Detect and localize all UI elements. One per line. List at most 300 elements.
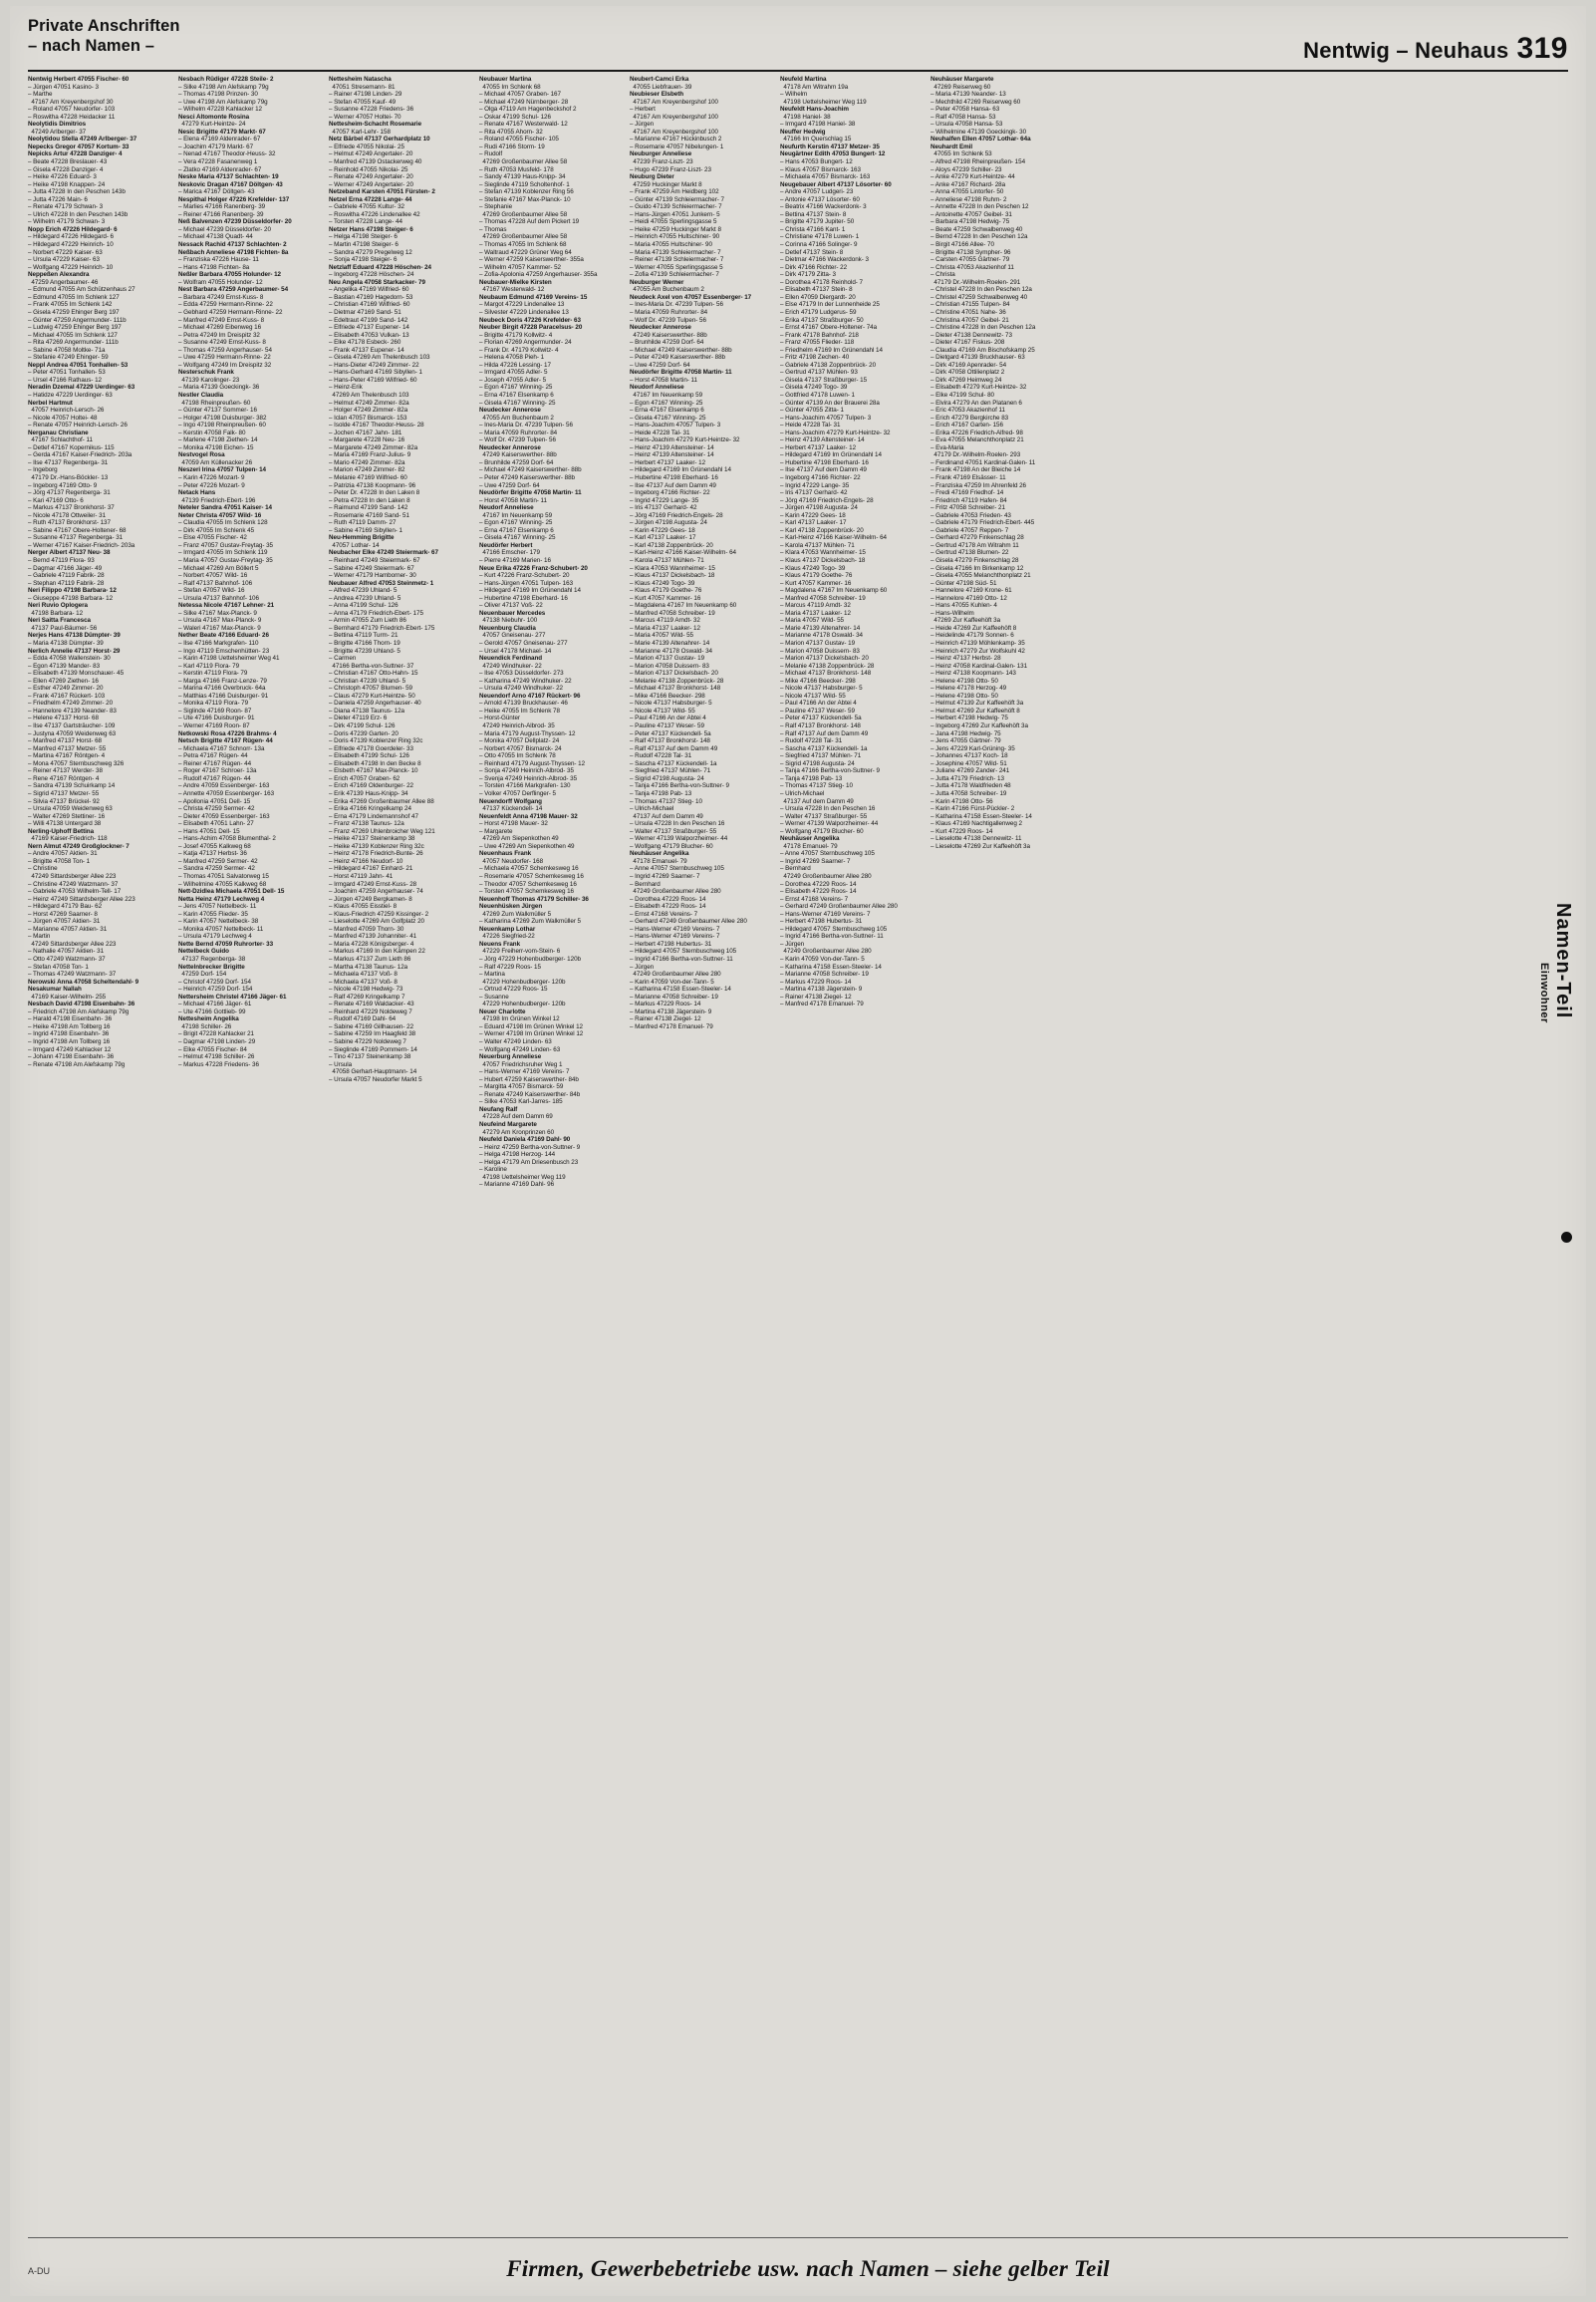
directory-entry: – Dirk 47169 Apenrader- 54 (931, 361, 1007, 369)
directory-entry: – Rainer 47138 Ziegel- 12 (780, 993, 852, 1001)
page-number: 319 (1516, 32, 1568, 65)
directory-entry: – Michael 47269 Am Böllert 5 (178, 564, 259, 572)
directory-entry: – Thomas 47055 Im Schlenk 68 (479, 241, 567, 249)
directory-entry: – Bernhard (630, 880, 661, 888)
directory-entry: – Sandra 47279 Pregelweg 12 (329, 248, 412, 256)
directory-surname-heading: Neske Maria 47137 Schlachten- 19 (178, 173, 279, 181)
directory-surname-heading: Neuenburg Claudia (479, 624, 536, 632)
directory-entry: – Jana 47198 Hedwig- 75 (931, 729, 1001, 737)
directory-entry: – Jürgen 47198 Augusta- 24 (780, 504, 858, 512)
directory-entry: – Herbert 47137 Laaker- 12 (780, 443, 857, 451)
directory-surname-heading: Netsch Brigitte 47167 Rügen- 44 (178, 737, 273, 745)
directory-entry: – Ulrich-Michael (630, 805, 674, 813)
columns-container (28, 76, 1532, 2218)
directory-entry: – Tanja 47166 Bertha-von-Suttner- 9 (630, 782, 729, 790)
directory-surname-heading: Neugebauer Albert 47137 Lösorter- 60 (780, 180, 892, 188)
directory-entry: – Hans-Achim 47058 Blumenthal- 2 (178, 835, 276, 843)
directory-entry: 47249 Sittardsberger Allee 223 (28, 940, 117, 948)
directory-entry: – Michael 47166 Jäger- 61 (178, 1001, 252, 1008)
directory-entry: – Sieglinde 47119 Scholtenhof- 1 (479, 180, 570, 188)
directory-entry: – Dirk 47269 Heimweg 24 (931, 376, 1002, 384)
directory-entry: – Pauline 47137 Weser- 59 (780, 707, 855, 715)
page-header (28, 16, 1568, 68)
directory-entry: 47249 Sittardsberger Allee 223 (28, 872, 117, 880)
directory-entry: – Gisela 47269 Am Thelenbusch 103 (329, 354, 430, 362)
directory-entry: 47178 Emanuel- 79 (630, 857, 687, 865)
directory-entry: – Elisabeth 47229 Roos- 14 (630, 903, 706, 911)
directory-entry: – Mike 47166 Beecker- 298 (780, 677, 856, 685)
directory-entry: – Ellen 47269 Ziethen- 16 (28, 677, 99, 685)
directory-entry: – Sigrid 47198 Augusta- 24 (780, 759, 855, 767)
directory-entry: – Hildegard 47169 Im Grünendahl 14 (780, 451, 882, 459)
directory-entry: – Wilhelmine 47139 Goeckingk- 30 (931, 128, 1027, 136)
directory-entry: 47169 Kaiser-Wilhelm- 255 (28, 993, 107, 1001)
directory-entry: – Jutta 47058 Schreiber- 19 (931, 789, 1007, 797)
directory-entry: – Holger 47249 Zimmer- 82a (329, 407, 408, 415)
directory-entry: – Ralf 47137 Bronkhorst- 148 (780, 722, 861, 730)
directory-entry: – Ilse 47053 Düsseldorfer- 273 (479, 670, 564, 678)
directory-entry: – Thomas 47198 Prinzen- 30 (178, 91, 258, 99)
directory-surname-heading: Neuenbauer Mercedes (479, 609, 546, 617)
column-1 (28, 76, 178, 2218)
directory-entry: – Martin (28, 933, 51, 941)
directory-entry: – Ralf 47058 Hansa- 53 (931, 113, 996, 121)
directory-entry: – Elfriede 47055 Nikolai- 25 (329, 143, 404, 150)
directory-entry: – Hubertine 47198 Eberhard- 16 (479, 594, 568, 602)
directory-entry: – Michael 47057 Graben- 167 (479, 91, 561, 99)
directory-entry: – Hugo 47239 Franz-Liszt- 23 (630, 165, 711, 173)
directory-entry: 47137 Auf dem Damm 49 (630, 812, 703, 820)
directory-entry: – Klaus 47179 Goethe- 76 (630, 587, 702, 595)
directory-surname-heading: Nest Barbara 47259 Angerbaumer- 54 (178, 286, 289, 294)
directory-entry: – Manfred 47139 Ostackerweg 40 (329, 158, 422, 166)
directory-surname-heading: Neuenhoff Thomas 47179 Schiller- 36 (479, 895, 589, 903)
directory-entry: – Josef 47055 Kalkweg 68 (178, 842, 251, 850)
directory-entry: 47137 Regenberga- 38 (178, 955, 246, 963)
directory-entry: – Ines-Maria Dr. 47239 Tulpen- 56 (479, 422, 573, 430)
directory-entry: – Irmgard 47249 Kahlacker 12 (28, 1045, 112, 1053)
directory-entry: – Dirk 47058 Ottilienplatz 2 (931, 369, 1005, 377)
directory-entry: – Michael 47138 Quadt- 44 (178, 233, 253, 241)
directory-entry: – Renate 47198 Am Alefskamp 79g (28, 1060, 126, 1068)
directory-entry: – Markus 47229 Roos- 14 (630, 1001, 701, 1008)
directory-surname-heading: Netzlaff Eduard 47228 Höschen- 24 (329, 263, 431, 271)
directory-surname-heading: Neri Ruvio Oplogera (28, 602, 88, 610)
directory-entry: – Kurt 47229 Roos- 14 (931, 827, 993, 835)
directory-entry: – Anneliese 47198 Ruhm- 2 (931, 195, 1007, 203)
directory-surname-heading: Neuenhaus Frank (479, 850, 532, 858)
directory-entry: 47198 Im Grünen Winkel 12 (479, 1015, 560, 1023)
directory-surname-heading: Neudorf Anneliese (479, 504, 534, 512)
directory-entry: 47198 Uettelsheimer Weg 119 (780, 98, 867, 106)
directory-entry: 47198 Barbara- 12 (28, 609, 84, 617)
directory-entry: – Heide 47228 Tal- 31 (630, 429, 690, 436)
directory-entry: – Sabine 47058 Moltke- 71a (28, 346, 106, 354)
directory-entry: – Nicole 47137 Wild- 55 (780, 692, 846, 700)
directory-entry: – Silvester 47229 Lindenallee 13 (479, 308, 569, 316)
directory-entry: – Vera 47228 Fasanenweg 1 (178, 158, 258, 166)
directory-entry: – Kari 47169 Otto- 6 (28, 496, 84, 504)
directory-entry: – Brigitte 47166 Thorn- 19 (329, 640, 400, 648)
directory-entry: 47249 Windhuker- 22 (479, 662, 542, 670)
directory-surname-heading: Nepecks Gregor 47057 Kortum- 33 (28, 143, 130, 150)
directory-entry: – Anna 47055 Lintorfer- 50 (931, 188, 1004, 196)
directory-entry: – Günter 47259 Angermunder- 111b (28, 316, 127, 324)
directory-entry: – Nicole 47057 Holtei- 48 (28, 414, 98, 422)
directory-entry: – Jürgen 47057 Aktien- 31 (28, 918, 101, 926)
directory-entry: – Stefanie 47167 Max-Planck- 10 (479, 195, 571, 203)
directory-surname-heading: Nesbach David 47198 Eisenbahn- 36 (28, 1001, 135, 1008)
directory-entry: – Bernd 47228 In den Peschen 12a (931, 233, 1028, 241)
directory-entry: – Wilhelmine 47055 Kalkweg 68 (178, 880, 267, 888)
directory-entry: – Hubert 47259 Kaiserswerther- 84b (479, 1075, 579, 1083)
directory-entry: – Doris 47239 Garten- 20 (329, 729, 399, 737)
directory-entry: – Heinz 47137 Herbst- 28 (931, 655, 1001, 663)
directory-surname-heading: Nether Beate 47166 Eduard- 26 (178, 632, 269, 640)
directory-entry: – Wolfgang 47229 Heinrich- 10 (28, 263, 114, 271)
directory-entry: – Marlies 47166 Ranenberg- 39 (178, 203, 266, 211)
directory-entry: 47249 Großenbaumer Allee 280 (780, 872, 872, 880)
header-line-1: Private Anschriften (28, 17, 180, 35)
directory-entry: – Sandy 47139 Haus-Knipp- 34 (479, 173, 566, 181)
directory-entry: – Christiane 47178 Luwen- 1 (780, 233, 860, 241)
directory-entry: – Markus 47169 In den Kämpen 22 (329, 948, 425, 956)
directory-surname-heading: Netzer Hans 47198 Steiger- 6 (329, 225, 413, 233)
directory-entry: – Detlef 47137 Stein- 8 (780, 248, 844, 256)
directory-entry: – Melanie 47169 Wilfried- 60 (329, 473, 407, 481)
directory-entry: – Marion 47249 Zimmer- 82 (329, 466, 405, 474)
directory-entry: – Ingrid 47166 Bertha-von-Suttner- 11 (630, 955, 733, 963)
directory-entry: – Kerstin 47119 Flora- 79 (178, 670, 248, 678)
directory-page-sheet (10, 6, 1586, 2296)
directory-entry: – Ingrid 47229 Lange- 35 (630, 496, 699, 504)
directory-entry: – Monika 47119 Flora- 79 (178, 700, 249, 708)
directory-entry: – Elsbeth 47167 Max-Planck- 10 (329, 767, 418, 775)
directory-entry: – Michael 47055 Im Schlenk 127 (28, 331, 118, 339)
directory-surname-heading: Netzel Erna 47228 Lange- 44 (329, 195, 412, 203)
directory-entry: – Helene 47178 Herzog- 49 (931, 685, 1007, 693)
directory-entry: 47166 Emscher- 179 (479, 549, 540, 557)
directory-entry: – Klaus 47055 Eisstiel- 8 (329, 903, 398, 911)
directory-entry: – Manfred 47137 Metzer- 55 (28, 744, 107, 752)
directory-entry: 47167 Am Kreyenbergshof 100 (630, 128, 718, 136)
directory-entry: – Ralf 47137 Bahnhof- 106 (178, 579, 253, 587)
directory-surname-heading: Neszeri Irina 47057 Tulpen- 14 (178, 466, 266, 474)
directory-surname-heading: Neuburger Werner (630, 278, 684, 286)
directory-entry: – Norbert 47057 Bismarck- 24 (479, 744, 562, 752)
directory-entry: – Nicole 47198 Hedwig- 73 (329, 986, 403, 994)
directory-entry: 47259 Angerbaumer- 46 (28, 278, 99, 286)
directory-entry: – Maria 47139 Neander- 13 (931, 91, 1006, 99)
directory-entry: 47249 Großenbaumer Allee 280 (630, 888, 721, 896)
directory-entry: – Gabriele 47053 Frieden- 43 (931, 511, 1011, 519)
directory-entry: – Ingeborg 47169 Otto- 9 (28, 481, 98, 489)
directory-entry: – Renate 47169 Waldacker- 43 (329, 1001, 414, 1008)
directory-entry: – Eric 47053 Akazienhof 11 (931, 407, 1005, 415)
directory-entry: – Michaela 47057 Bismarck- 163 (780, 173, 871, 181)
directory-entry: 47167 Schlachthof- 11 (28, 436, 93, 444)
directory-entry: – Heinrich 47139 Möhlenkamp- 35 (931, 640, 1025, 648)
directory-entry: – Marica 47167 Döltgen- 43 (178, 188, 255, 196)
directory-entry: – Thomas 47249 Watzmann- 37 (28, 971, 117, 979)
directory-entry: – Maria 47179 August-Thyssen- 12 (479, 729, 576, 737)
directory-entry: – Günter 47139 Schleiermacher- 7 (630, 195, 725, 203)
directory-entry: – Renate 47249 Kaiserswerther- 84b (479, 1090, 581, 1098)
directory-entry: 47167 Am Kreyenbergshof 30 (28, 98, 114, 106)
directory-entry: – Erich 47169 Oldenburger- 22 (329, 782, 414, 790)
directory-entry: – Elisabeth 47198 In den Becke 8 (329, 759, 421, 767)
directory-surname-heading: Neue Erika 47226 Franz-Schubert- 20 (479, 564, 588, 572)
directory-entry: – Gertrud 47137 Mühlen- 93 (780, 369, 858, 377)
directory-entry: – Peter 47226 Mozart- 9 (178, 481, 245, 489)
directory-entry: – Walter 47137 Straßburger- 55 (780, 812, 868, 820)
directory-entry: – Hildegard 47169 Im Grünendahl 14 (479, 587, 581, 595)
directory-surname-heading: Neubert-Camci Erka (630, 76, 689, 83)
directory-entry: – Mona 47057 Sternbuschweg 326 (28, 759, 125, 767)
directory-entry: – Maria 47057 Wild- 55 (630, 632, 693, 640)
directory-entry: – Else 47055 Fischer- 42 (178, 534, 247, 542)
directory-entry: – Dirk 47179 Zitta- 3 (780, 271, 836, 279)
directory-entry: – Ingo 47119 Emschenhütten- 23 (178, 647, 270, 655)
directory-entry: – Heike 47198 Knappen- 24 (28, 180, 106, 188)
directory-surname-heading: Neuens Frank (479, 940, 521, 948)
directory-entry: – Wilhelm 47057 Kammer- 52 (479, 263, 561, 271)
directory-entry: – Uwe 47198 Am Alefskamp 79g (178, 98, 268, 106)
directory-entry: 47269 Großenbaumer Allee 58 (479, 210, 568, 218)
directory-entry: – Erika 47137 Straßburger- 50 (780, 316, 864, 324)
directory-entry: – Franziska 47259 Im Ahrenfeld 26 (931, 481, 1027, 489)
directory-entry: – Bastian 47169 Hagedorn- 53 (329, 293, 413, 301)
directory-surname-heading: Neufeind Margarete (479, 1121, 537, 1129)
directory-entry: – Jürgen 47051 Kasino- 3 (28, 83, 99, 91)
directory-entry: – Reiner 47167 Rügen- 44 (178, 759, 252, 767)
directory-entry: – Klaus-Friedrich 47259 Kissinger- 2 (329, 910, 429, 918)
directory-entry: – Ursula 47249 Windhuker- 22 (479, 685, 564, 693)
directory-entry: – Edeltraut 47199 Sand- 142 (329, 316, 408, 324)
running-head (1303, 32, 1568, 66)
directory-surname-heading: Neßbach Anneliese 47198 Fichten- 8a (178, 248, 289, 256)
directory-entry: – Karola 47137 Mühlen- 71 (630, 557, 704, 564)
directory-surname-heading: Netz Bärbel 47137 Gerhardplatz 10 (329, 136, 430, 144)
directory-entry: – Karin 47198 Otto- 56 (931, 797, 993, 805)
directory-entry: – Michaela 47057 Schemkesweg 16 (479, 865, 579, 873)
directory-entry: – Elke 47199 Schul- 80 (931, 391, 995, 399)
directory-entry: – Heinz 47058 Kardinal-Galen- 131 (931, 662, 1028, 670)
directory-entry: – Klaus 47179 Goethe- 76 (780, 572, 853, 580)
directory-entry: – Maria 47057 Gustav-Freytag- 35 (178, 557, 273, 564)
directory-entry: – Elisabeth 47137 Stein- 8 (780, 286, 853, 294)
directory-entry: – Hildegard 47226 Hildegard- 6 (28, 233, 115, 241)
directory-entry: – Monika 47057 Nettelbeck- 11 (178, 925, 264, 933)
directory-entry: – Monika 47198 Eichen- 15 (178, 443, 254, 451)
directory-surname-heading: Nettesheim Angelika (178, 1015, 239, 1023)
directory-entry: – Klaus 47137 Dickelsbach- 18 (630, 572, 715, 580)
directory-entry: – Wolfgang 47249 Linden- 63 (479, 1045, 561, 1053)
directory-entry: – Elisabeth 47051 Lahn- 27 (178, 820, 254, 828)
directory-surname-heading: Neuber Birgit 47228 Paracelsus- 20 (479, 324, 583, 332)
directory-surname-heading: Neuenhüsken Jürgen (479, 903, 543, 911)
directory-entry: – Roger 47167 Schroer- 13a (178, 767, 257, 775)
directory-entry: – Heinz 47139 Altensteiner- 14 (630, 443, 714, 451)
directory-entry: – Elfriede 47178 Goerdeler- 33 (329, 744, 413, 752)
directory-entry: – Bernd 47119 Flora- 93 (28, 557, 95, 564)
directory-entry: – Melanie 47138 Zoppenbrück- 28 (630, 677, 724, 685)
directory-entry: – Reinhard 47249 Steiermark- 67 (329, 557, 420, 564)
directory-surname-heading: Nerjes Hans 47138 Dümpter- 39 (28, 632, 121, 640)
directory-entry: – Peter 47249 Kaiserswerther- 88b (479, 473, 576, 481)
directory-entry: – Horst 47058 Martin- 11 (479, 496, 547, 504)
directory-entry: 47166 Im Querschlag 15 (780, 136, 852, 144)
directory-entry: – Dirk 47166 Richter- 22 (780, 263, 848, 271)
directory-entry: – Ulrich-Michael (780, 789, 825, 797)
directory-entry: – Waleri 47167 Max-Planck- 9 (178, 624, 261, 632)
directory-entry: 47226 Siegfried-22 (479, 933, 535, 941)
directory-entry: 47269 Großenbaumer Allee 58 (479, 158, 568, 166)
directory-entry: – Werner 47259 Kaiserswerther- 355a (479, 256, 584, 264)
directory-surname-heading: Nesterschuk Frank (178, 369, 234, 377)
directory-surname-heading: Netessa Nicole 47167 Lehner- 21 (178, 602, 275, 610)
directory-entry: – Barbara 47198 Hedwig- 75 (931, 218, 1010, 226)
directory-entry: – Franziska 47226 Hause- 11 (178, 256, 259, 264)
directory-entry: 47057 Heinrich-Lersch- 26 (28, 407, 105, 415)
directory-entry: – Klara 47053 Wannheimer- 15 (780, 549, 866, 557)
header-line-2: – nach Namen – (28, 37, 155, 55)
directory-entry: – Esther 47249 Zimmer- 20 (28, 685, 104, 693)
directory-entry: – Nicole 47137 Habsburger- 5 (780, 685, 863, 693)
directory-entry: 47229 Hohenbudberger- 120b (479, 1001, 566, 1008)
directory-entry: – Werner 47139 Walporzheimer- 44 (630, 835, 728, 843)
directory-entry: – Ralf 47269 Kringelkamp 7 (329, 993, 405, 1001)
directory-entry: – Eduard 47198 Im Grünen Winkel 12 (479, 1022, 584, 1030)
directory-entry: – Brunhilde 47259 Dorf- 64 (479, 458, 554, 466)
directory-surname-heading: Neubacher Elke 47249 Steiermark- 67 (329, 549, 438, 557)
directory-entry: 47198 Haniel- 38 (780, 113, 831, 121)
directory-surname-heading: Nespithal Holger 47226 Krefelder- 137 (178, 195, 290, 203)
directory-entry: – Stefanie 47249 Ehinger- 59 (28, 354, 109, 362)
directory-entry: – Anna 47199 Schul- 126 (329, 602, 399, 610)
directory-entry: – Gottfried 47178 Luwen- 1 (780, 391, 856, 399)
directory-entry: – Elisabeth 47199 Schul- 126 (329, 752, 409, 760)
directory-entry: 47137 Auf dem Damm 49 (780, 797, 854, 805)
directory-entry: – Ernst 47168 Vereins- 7 (780, 895, 849, 903)
directory-entry: – Stefan 47057 Wild- 16 (178, 587, 245, 595)
directory-entry: – Detlef 47167 Kopernikus- 115 (28, 443, 115, 451)
directory-entry: – Gerda 47167 Kaiser-Friedrich- 203a (28, 451, 133, 459)
directory-entry: – Peter 47051 Tonhallen- 53 (28, 369, 106, 377)
directory-entry: – Marianne 47167 Hückinbusch 2 (630, 136, 722, 144)
directory-entry: 47167 Westerwald- 12 (479, 286, 545, 294)
directory-entry: – Claudia 47169 Am Bischofskamp 25 (931, 346, 1035, 354)
directory-entry: – Martina (479, 971, 505, 979)
directory-entry: – Uwe 47259 Dorf- 64 (479, 481, 540, 489)
directory-entry: – Guido 47139 Schleiermacher- 7 (630, 203, 722, 211)
directory-entry: – Hans 47053 Bungert- 12 (780, 158, 853, 166)
directory-entry: – Katharina 47158 Essen-Steeler- 14 (630, 986, 731, 994)
directory-entry: – Karin 47059 Von-der-Tann- 5 (630, 978, 714, 986)
directory-entry: – Hildegard 47167 Einhard- 21 (329, 865, 413, 873)
directory-entry: – Jürgen (780, 940, 805, 948)
directory-entry: – Ursula 47058 Hansa- 53 (931, 121, 1003, 129)
directory-surname-heading: Neolytidis Dimitrios (28, 121, 87, 129)
directory-entry: – Jürgen 47198 Augusta- 24 (630, 519, 707, 527)
directory-entry: 47269 Am Siepenkothen 49 (479, 835, 559, 843)
directory-entry: 47057 Lothar- 14 (329, 541, 380, 549)
directory-entry: – Stefan 47055 Kauf- 49 (329, 98, 397, 106)
directory-entry: – Hildegard 47179 Bau- 62 (28, 903, 103, 911)
directory-surname-heading: Neßler Barbara 47055 Holunder- 12 (178, 271, 281, 279)
directory-entry: – Renate 47249 Angertaler- 20 (329, 173, 413, 181)
directory-entry: – Magdalena 47167 Im Neuenkamp 60 (780, 587, 888, 595)
directory-entry: – Erna 47167 Elsenkamp 6 (479, 526, 554, 534)
directory-entry: – Maria 47228 Königsberger- 4 (329, 940, 414, 948)
directory-entry: – Gerhard 47249 Großenbaumer Allee 280 (630, 918, 747, 926)
directory-entry: – Heinrich 47055 Hultschiner- 90 (630, 233, 720, 241)
directory-entry: 47279 Kurt-Heintze- 24 (178, 121, 246, 129)
directory-entry: – Rita 47269 Angermunder- 111b (28, 339, 119, 347)
directory-entry: – Helene 47137 Horst- 68 (28, 715, 99, 722)
directory-entry: 47055 Im Schlenk 53 (931, 150, 992, 158)
directory-entry: – Wolfram 47055 Holunder- 12 (178, 278, 263, 286)
directory-entry: – Stephan 47119 Fabrik- 28 (28, 579, 105, 587)
directory-entry: – Anke 47279 Kurt-Heintze- 44 (931, 173, 1015, 181)
directory-entry: – Siegfried 47137 Mühlen- 71 (630, 767, 711, 775)
directory-entry: – Herbert 47198 Hedwig- 75 (931, 715, 1008, 722)
directory-entry: 47239 Franz-Liszt- 23 (630, 158, 693, 166)
directory-surname-heading: Neu-Hemming Brigitte (329, 534, 395, 542)
directory-entry: – Ruth 47053 Musfeld- 178 (479, 165, 554, 173)
directory-entry: – Michaela 47137 Voß- 8 (329, 971, 398, 979)
directory-entry: – Ilse 47166 Markgrafen- 110 (178, 640, 259, 648)
directory-entry: – Christel 47228 In den Peschen 12a (931, 286, 1032, 294)
directory-entry: – Holger 47198 Duisburger- 382 (178, 414, 267, 422)
directory-entry: 47167 Am Kreyenbergshof 100 (630, 113, 718, 121)
directory-entry: – Marcus 47119 Arndt- 32 (780, 602, 851, 610)
directory-surname-heading: Nerbel Hartmut (28, 399, 73, 407)
directory-entry: – Elisabeth 47279 Kurt-Heintze- 32 (931, 384, 1027, 392)
directory-entry: – Heike 47198 Am Tollberg 16 (28, 1022, 111, 1030)
directory-entry: – Brigitte 47239 Uhland- 5 (329, 647, 400, 655)
directory-entry: 47259 Huckinger Markt 8 (630, 180, 702, 188)
directory-surname-heading: Nettelbeck Guido (178, 948, 229, 956)
directory-entry: – Nathalie 47057 Aktien- 31 (28, 948, 105, 956)
directory-entry: – Ingeborg 47269 Zur Kaffeehöft 3a (931, 722, 1028, 730)
directory-entry: – Markus 47137 Zum Lieth 86 (329, 955, 411, 963)
directory-entry: – Hans-Joachim 47057 Tulpen- 3 (780, 414, 872, 422)
directory-surname-heading: Neter Christa 47057 Wild- 16 (178, 511, 262, 519)
directory-entry: 47055 Am Buchenbaum 2 (479, 414, 554, 422)
directory-surname-heading: Neuhalfen Ellen 47057 Lothar- 64a (931, 136, 1031, 144)
directory-entry: – Rudolf (479, 150, 503, 158)
directory-entry: – Mechthild 47269 Reiserweg 60 (931, 98, 1021, 106)
directory-entry: – Ingeborg 47228 Höschen- 24 (329, 271, 414, 279)
directory-entry: – Frank 47198 An der Bleiche 14 (931, 466, 1021, 474)
directory-entry: – Elfriede 47137 Eupener- 14 (329, 324, 409, 332)
directory-entry: – Karin 47229 Gees- 18 (630, 526, 695, 534)
directory-entry: – Barbara 47249 Ernst-Kuss- 8 (178, 293, 264, 301)
directory-surname-heading: Neolytidou Stella 47249 Arlberger- 37 (28, 136, 137, 144)
directory-entry: – Dagmar 47198 Linden- 29 (178, 1038, 256, 1045)
directory-entry: – Egon 47167 Winning- 25 (630, 399, 703, 407)
directory-entry: – Hildegard 47057 Sternbuschweg 105 (780, 925, 888, 933)
directory-surname-heading: Neuenkamp Lothar (479, 925, 536, 933)
directory-entry: – Erich 47167 Garten- 156 (931, 422, 1003, 430)
directory-entry: – Gabriele 47119 Fabrik- 28 (28, 572, 105, 580)
directory-entry: – Helene 47198 Otto- 50 (931, 677, 998, 685)
directory-entry: – Gerhard 47279 Finkenschlag 28 (931, 534, 1024, 542)
directory-entry: – Horst 47198 Mauer- 32 (479, 820, 548, 828)
directory-entry: – Manfred 47139 Johanniter- 41 (329, 933, 417, 941)
directory-entry: – Stephanie (479, 203, 513, 211)
